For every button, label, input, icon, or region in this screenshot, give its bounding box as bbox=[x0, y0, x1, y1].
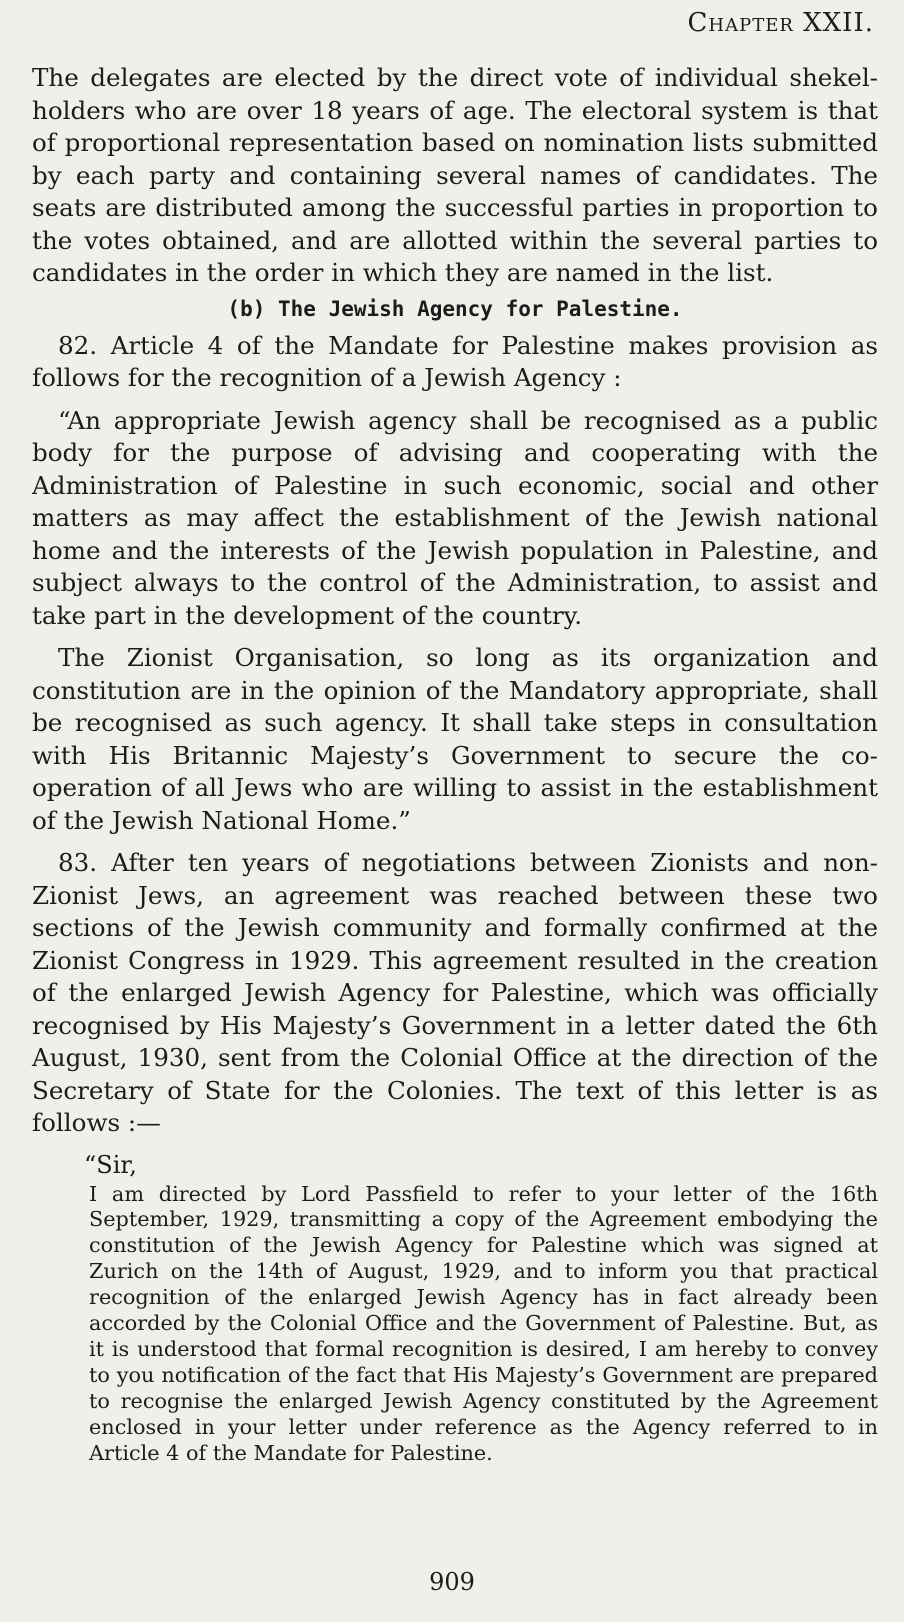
chapter-header: Chapter XXII. bbox=[687, 8, 874, 38]
paragraph-82: 82. Article 4 of the Mandate for Palestine makes provision as follows for the recognition of a Jewish Agency : bbox=[32, 330, 878, 392]
section-heading: (b) The Jewish Agency for Palestine. bbox=[227, 296, 683, 321]
quote-article-4-part-1: “An appropriate Jewish agency shall be recognised as a public body for the purpose of advising and cooperating with the Administration of Palestine in such economic, social and other matters as may affect the establishment of the Jewish national home and the interests of the Jewish population in Palestine, and subject always to the control of the Administration, to assist and take part in the development of the country. bbox=[32, 405, 878, 630]
letter-salutation: “Sir, bbox=[84, 1150, 137, 1179]
letter-body: I am directed by Lord Passfield to refer to your letter of the 16th September, 1929, transmitting a copy of the Agreement embodying the constitution of the Jewish Agency for Palestine which was signed at Zurich on the 14th of August, 1929, and to inform you that practical recognition of the enlarged Jewish Agency has in fact already been accorded by the Colonial Office and the Government of Palestine. But, as it is understood that formal recognition is desired, I am hereby to convey to you notification of the fact that His Majesty’s Government are prepared to recognise the enlarged Jewish Agency constituted by the Agreement enclosed in your letter under reference as the Agency referred to in Article 4 of the Mandate for Palestine. bbox=[89, 1181, 878, 1465]
quote-article-4-part-2: The Zionist Organisation, so long as its organization and constitution are in the opinion of the Mandatory appropriate, shall be recognised as such agency. It shall take steps in consultation with His Britannic Majesty’s Government to secure the co-operation of all Jews who are willing to assist in the establishment of the Jewish National Home.” bbox=[32, 643, 878, 835]
page-number: 909 bbox=[429, 1568, 475, 1596]
paragraph-83: 83. After ten years of negotiations between Zionists and non-Zionist Jews, an agreement was reached between these two sections of the Jewish community and formally confirmed at the Zionist Congress in 1929. This agreement resulted in the creation of the enlarged Jewish Agency for Palestine, which was officially recognised by His Majesty’s Government in a letter dated the 6th August, 1930, sent from the Colonial Office at the direction of the Secretary of State for the Colonies. The text of this letter is as follows :— bbox=[32, 848, 878, 1137]
paragraph-delegates: The delegates are elected by the direct vote of individual shekel-holders who are over 18 years of age. The electoral system is that of proportional representation based on nomination lists submitted by each party and containing several names of candidates. The seats are distributed among the successful parties in proportion to the votes obtained, and are allotted within the several parties to candidates in the order in which they are named in the list. bbox=[32, 63, 878, 287]
page-body bbox=[32, 62, 878, 1466]
